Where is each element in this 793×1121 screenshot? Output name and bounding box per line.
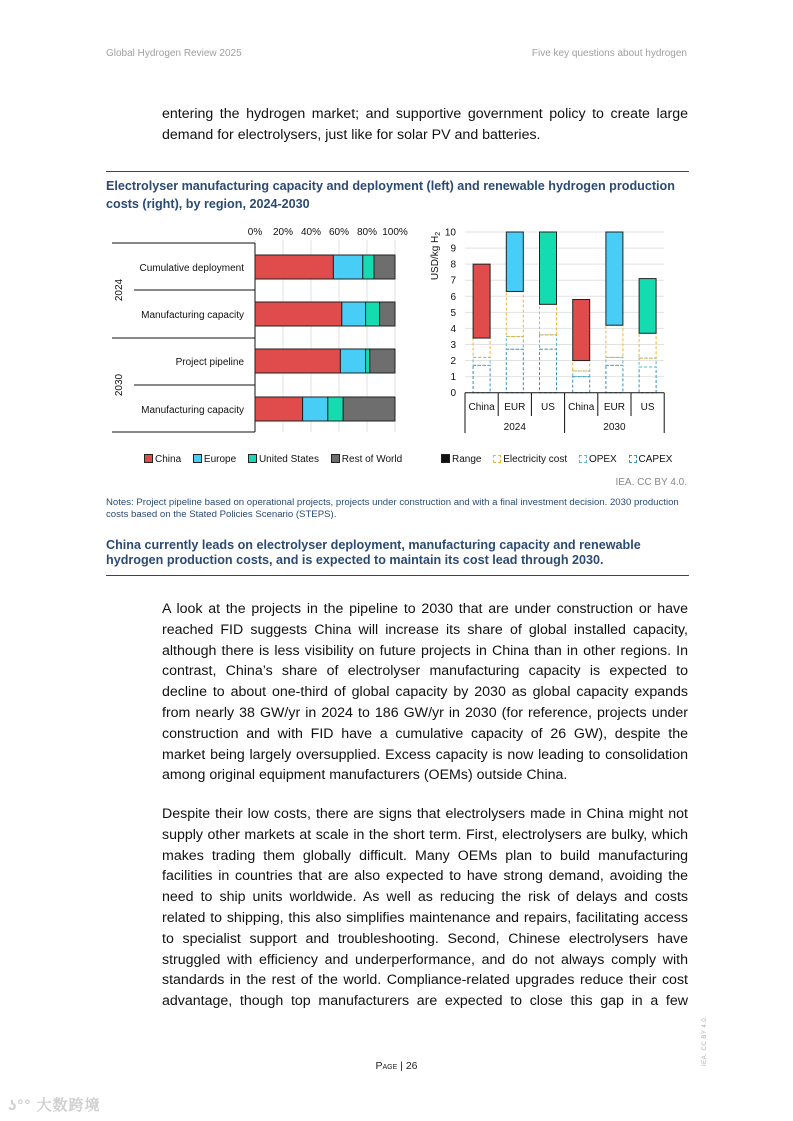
legend-swatch: [144, 454, 153, 463]
left-legend: [144, 454, 411, 465]
y-axis-label: USD/kg $H_2$: [430, 231, 442, 281]
body-paragraph: Despite their low costs, there are signs that electrolysers made in China might not supply other markets at scale in the short term. First, electrolysers are bulky, which makes trading them globally difficult. Many OEMs plan to build manufacturing facilities in countries that are also expected to have strong demand, avoiding the need to ship units worldwide. As well as reducing the risk of delays and costs related to shipping, this also simplifies maintenance and repairs, facilitating access to specialist support and troubleshooting. Second, Chinese electrolysers have struggled with efficiency and underperformance, and do not always comply with standards in the rest of the world. Compliance-related upgrades reduce their cost advantage, though top manufacturers are expected to close this gap in a few: [162, 806, 688, 1010]
legend-label: CAPEX: [638, 454, 673, 465]
legend-swatch: [493, 455, 501, 463]
y-tick-label: 0: [450, 388, 456, 400]
legend-item-europe: [193, 454, 236, 465]
legend-label: Rest of World: [341, 454, 403, 465]
x-category-label: US: [640, 402, 655, 413]
range-bar: [473, 264, 490, 338]
page-number: Page | 26: [375, 1060, 418, 1072]
x-tick-label: 100%: [382, 227, 408, 238]
legend-label: United States: [258, 454, 319, 465]
figure-notes: Notes: Project pipeline based on operational projects, projects under construction and with a final investment decision. 2030 production costs based on the Stated Policies Scenario (STEPS).: [106, 497, 679, 520]
y-tick-label: 9: [450, 243, 456, 255]
x-group-label: 2030: [603, 422, 626, 433]
bar-segment-capex: [606, 365, 623, 392]
bar-segment-electricity-cost: [473, 338, 490, 357]
right-legend: [441, 454, 681, 465]
figure-title: Electrolyser manufacturing capacity and deployment (left) and renewable hydrogen production costs (right), by region, 2024-2030: [106, 179, 675, 211]
y-tick-label: 6: [450, 291, 456, 303]
bar-segment-capex: [540, 349, 557, 392]
bar-segment-opex: [606, 357, 623, 365]
legend-swatch: [193, 454, 202, 463]
legend-item-electricity-cost: [493, 454, 567, 465]
bar-segment-opex: [639, 358, 656, 367]
x-tick-label: 40%: [300, 227, 322, 238]
range-bar: [573, 299, 590, 360]
bar-segment-opex: [540, 335, 557, 349]
legend-label: Range: [452, 454, 482, 465]
legend-swatch: [331, 454, 340, 463]
y-tick-label: 1: [450, 372, 456, 384]
watermark: [8, 1094, 101, 1115]
range-bar: [606, 232, 623, 325]
legend-swatch: [441, 454, 450, 463]
x-tick-label: 0%: [247, 227, 263, 238]
category-label: Cumulative deployment: [139, 263, 244, 274]
bar-segment-capex: [573, 377, 590, 393]
figure-credit: IEA. CC BY 4.0.: [615, 477, 687, 488]
x-category-label: China: [568, 402, 595, 413]
legend-item-range: [441, 454, 481, 465]
legend-swatch: [248, 454, 257, 463]
bar-segment-opex: [506, 336, 523, 349]
y-tick-label: 4: [450, 323, 456, 335]
y-tick-label: 5: [450, 307, 456, 319]
range-bar: [506, 232, 523, 291]
group-label-2030: 2030: [114, 373, 125, 397]
bar-segment-opex: [473, 357, 490, 365]
x-category-label: EUR: [603, 402, 625, 413]
legend-label: Europe: [203, 454, 237, 465]
x-tick-label: 60%: [328, 227, 350, 238]
side-credit: IEA. CC BY 4.0.: [702, 1015, 708, 1066]
bar-segment-electricity-cost: [639, 333, 656, 358]
y-axis-label-subscript: 2: [435, 231, 442, 236]
running-header-right: Five key questions about hydrogen: [531, 48, 687, 59]
x-tick-label: 80%: [356, 227, 378, 238]
legend-swatch: [629, 455, 637, 463]
bar-segment-electricity-cost: [506, 291, 523, 336]
legend-label: OPEX: [588, 454, 617, 465]
body-paragraph: A look at the projects in the pipeline to 2030 that are under construction or have reached FID suggests China will increase its share of global installed capacity, although there is less visibility on future projects in China than in other regions. In contrast, China’s share of electrolyser manufacturing capacity is expected to decline to about one-third of global capacity by 2030 as global capacity expands from nearly 38 GW/yr in 2024 to 186 GW/yr in 2030 (for reference, projects under construction and with FID have a cumulative capacity of 26 GW), despite the market being largely oversupplied. Excess capacity is now leading to consolidation among original equipment manufacturers (OEMs) outside China.: [162, 601, 688, 784]
bar-segment-capex: [506, 349, 523, 392]
legend-item-opex: [579, 454, 617, 465]
page-label: Page: [375, 1060, 398, 1072]
bar-segment-opex: [573, 371, 590, 377]
y-tick-label: 2: [450, 356, 456, 368]
watermark-text: 大数跨境: [36, 1097, 101, 1114]
x-category-label: US: [541, 402, 555, 413]
legend-swatch: [579, 455, 587, 463]
legend-item-rest-of-world: [331, 454, 402, 465]
intro-paragraph: entering the hydrogen market; and supportive government policy to create large demand for electrolysers, just like for solar PV and batteries.: [162, 106, 688, 143]
figure-caption: China currently leads on electrolyser deployment, manufacturing capacity and renewable hydrogen production costs, and is expected to maintain its cost lead through 2030.: [106, 538, 641, 567]
category-label: Manufacturing capacity: [141, 310, 244, 321]
right-chart-production-costs: [0, 0, 793, 450]
legend-label: Electricity cost: [503, 454, 568, 465]
bar-segment-capex: [639, 367, 656, 393]
bar-segment-electricity-cost: [606, 325, 623, 357]
legend-item-united-states: [248, 454, 319, 465]
legend-label: China: [155, 454, 182, 465]
bar-segment-capex: [473, 365, 490, 392]
y-tick-label: 10: [444, 227, 456, 239]
x-category-label: China: [468, 402, 495, 413]
figure-bottom-rule: [106, 575, 689, 576]
running-header-left: Global Hydrogen Review 2025: [106, 48, 242, 59]
group-label-2024: 2024: [114, 278, 125, 302]
range-bar: [639, 279, 656, 334]
legend-item-capex: [629, 454, 673, 465]
x-group-label: 2024: [503, 422, 526, 433]
page-number-value: 26: [405, 1060, 418, 1072]
bar-segment-electricity-cost: [540, 304, 557, 335]
bar-segment-electricity-cost: [573, 361, 590, 371]
legend-item-china: [144, 454, 181, 465]
x-tick-label: 20%: [272, 227, 294, 238]
x-category-label: EUR: [504, 402, 526, 413]
category-label: Manufacturing capacity: [141, 405, 244, 416]
y-tick-label: 8: [450, 259, 456, 271]
category-label: Project pipeline: [175, 357, 244, 368]
watermark-logo-icon: ʖ°°: [8, 1097, 32, 1114]
range-bar: [540, 232, 557, 304]
y-tick-label: 3: [450, 339, 456, 351]
y-tick-label: 7: [450, 275, 456, 287]
